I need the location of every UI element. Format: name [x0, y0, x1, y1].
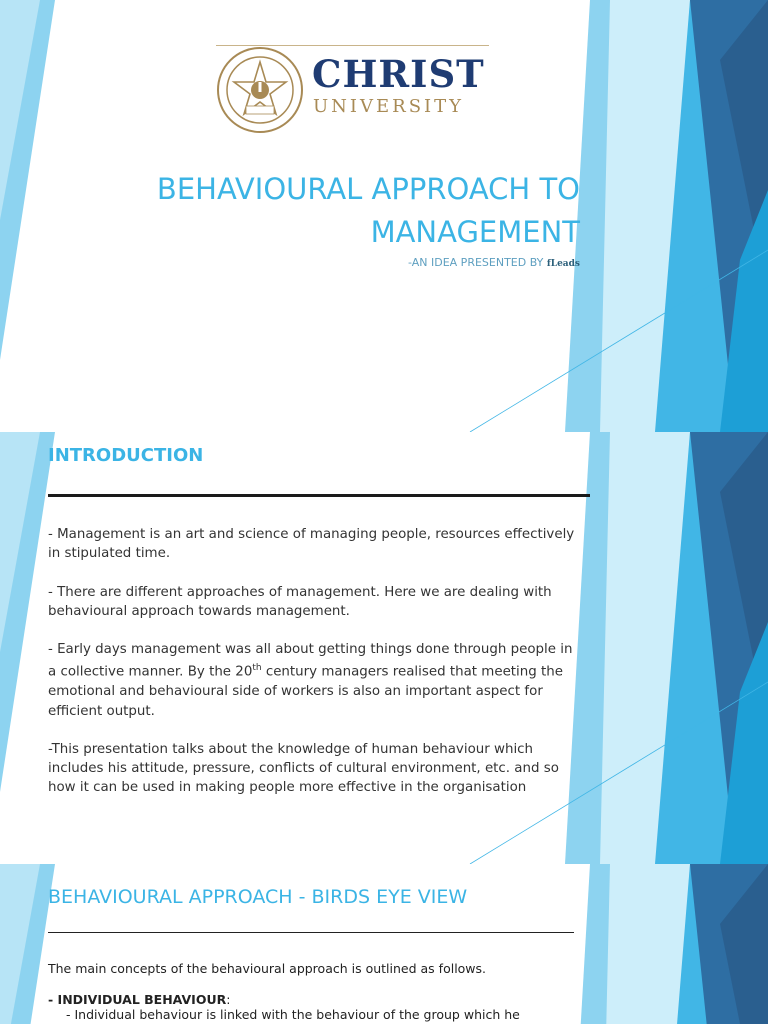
paragraph: -This presentation talks about the knowledge of human behaviour which includes his attitude, pressure, conflicts of cultural environment, etc. and so how it can be used in making people more effective in the organisation — [48, 741, 559, 796]
subtitle-text: -AN IDEA PRESENTED BY — [408, 256, 547, 269]
item-prefix: - — [48, 992, 58, 1007]
title-line-1: BEHAVIOURAL APPROACH TO — [156, 172, 580, 206]
right-shard-pale — [600, 864, 690, 1024]
section-heading: BEHAVIOURAL APPROACH - BIRDS EYE VIEW — [48, 886, 468, 908]
superscript: th — [252, 663, 262, 674]
item-suffix: : — [226, 992, 231, 1007]
slide-title-heading — [110, 168, 580, 254]
paragraph-text-cont: century managers realised that meeting the emotional and behavioural side of workers is also an important aspect for efficient output. — [48, 664, 563, 719]
logo-wordmark-university: UNIVERSITY — [313, 96, 465, 117]
paragraph-text: - Early days management was all about getting things done through people in a collective manner. By the 20 — [48, 642, 573, 680]
presenter-brand: fLeads — [546, 259, 580, 269]
heading-underline — [48, 932, 574, 933]
paragraph — [48, 640, 578, 721]
slide-introduction — [0, 432, 768, 864]
slide-title — [0, 0, 768, 432]
heading-underline — [48, 494, 590, 497]
presenter-subtitle — [330, 255, 580, 272]
title-line-2: MANAGEMENT — [370, 215, 580, 249]
slide-birds-eye-view — [0, 864, 768, 1024]
section-heading: INTRODUCTION — [48, 445, 204, 466]
paragraph-list — [48, 525, 578, 817]
university-seal-icon — [216, 46, 304, 134]
paragraph: - Management is an art and science of managing people, resources effectively in stipulated time. — [48, 527, 575, 562]
intro-text: The main concepts of the behavioural approach is outlined as follows. — [48, 961, 487, 976]
concept-description: - Individual behaviour is linked with the behaviour of the group which he — [66, 1007, 520, 1022]
logo-wordmark-christ: CHRIST — [312, 52, 485, 96]
concept-label: INDIVIDUAL BEHAVIOUR — [57, 992, 227, 1007]
paragraph: - There are different approaches of management. Here we are dealing with behavioural approach towards management. — [48, 584, 552, 619]
